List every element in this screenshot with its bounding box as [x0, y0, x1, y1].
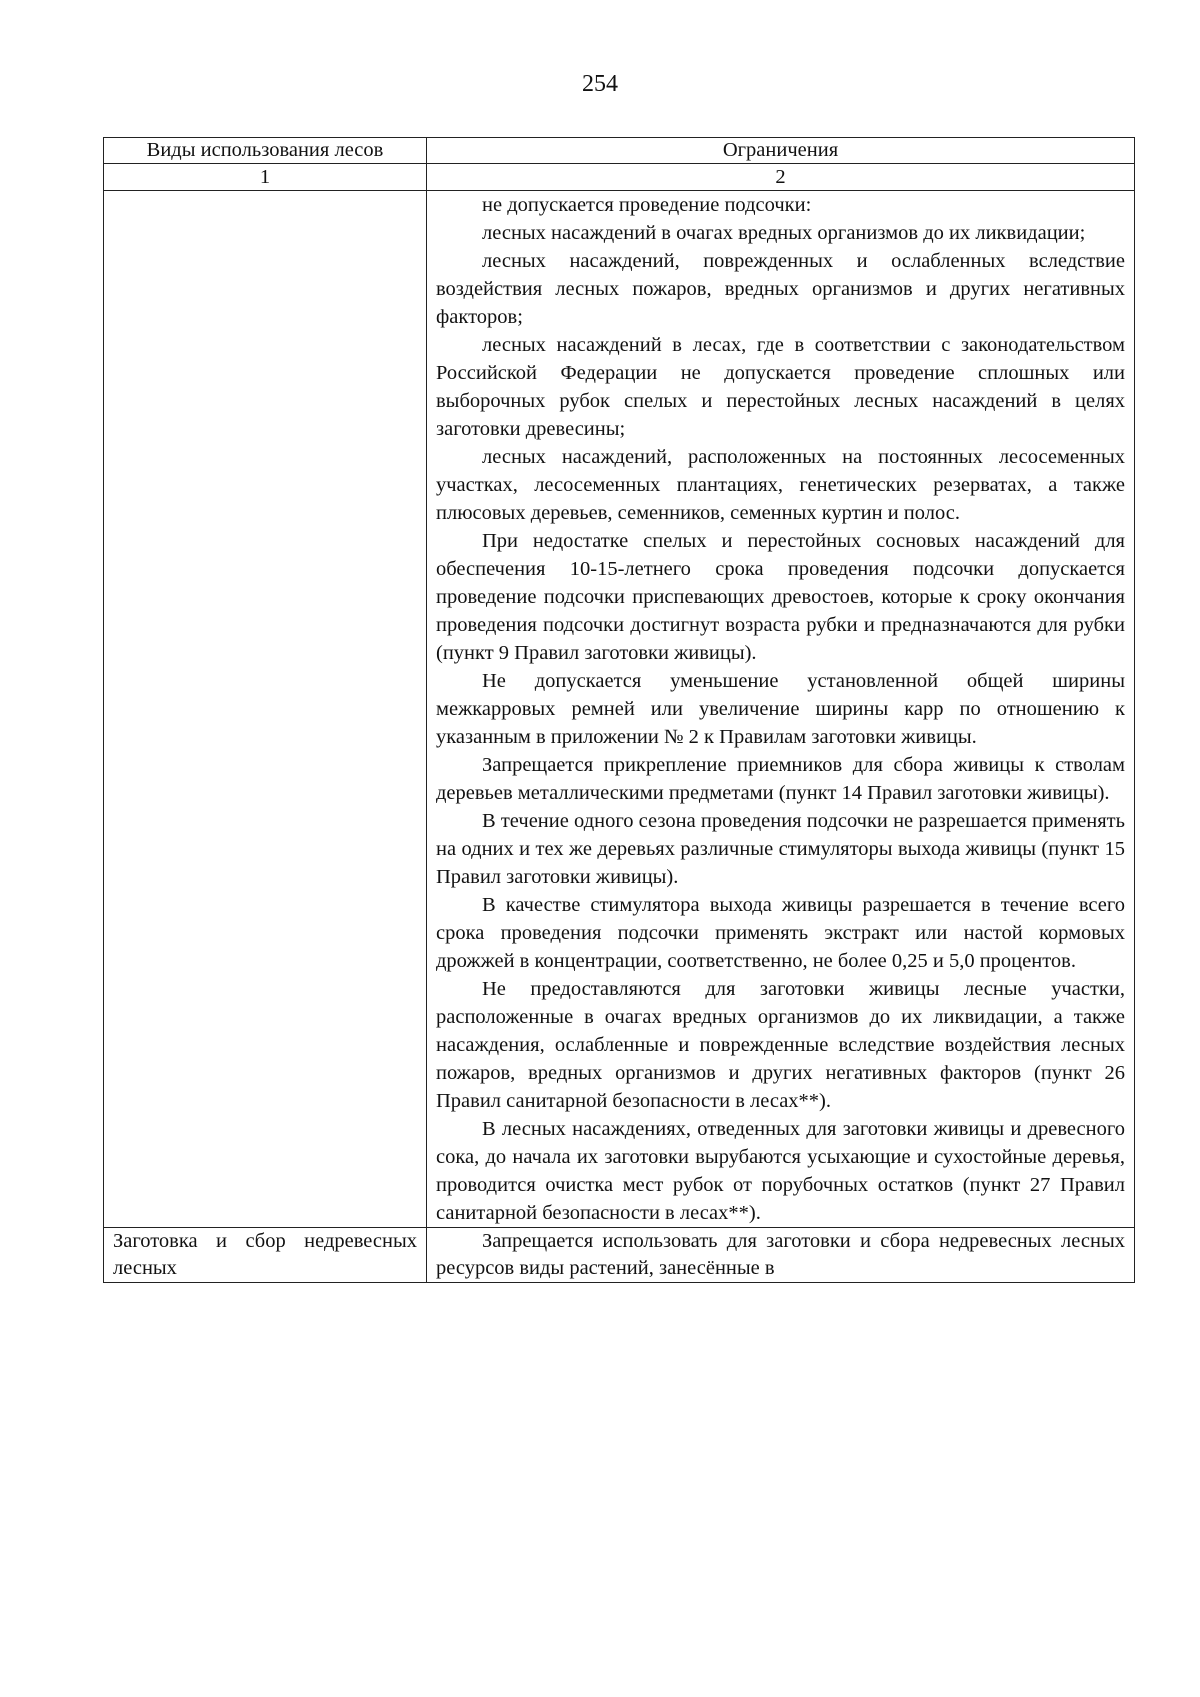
restrictions-cell: [427, 1228, 1135, 1283]
restrictions-table: [103, 137, 1135, 1283]
column-number-2: 2: [427, 164, 1135, 191]
restriction-paragraph: В качестве стимулятора выхода живицы разрешается в течение всего срока проведения подсочки применять экстракт или настой кормовых дрожжей в концентрации, соответственно, не более 0,25 и 5,0 процентов.: [436, 894, 1125, 972]
restriction-paragraph: В течение одного сезона проведения подсочки не разрешается применять на одних и тех же деревьях различные стимуляторы выхода живицы (пункт 15 Правил заготовки живицы).: [436, 810, 1125, 888]
restriction-paragraph: лесных насаждений в лесах, где в соответствии с законодательством Российской Федерации не допускается проведение сплошных или выборочных рубок спелых и перестойных лесных насаждений в целях заготовки древесины;: [436, 334, 1125, 440]
restriction-paragraph: Запрещается прикрепление приемников для сбора живицы к стволам деревьев металлическими предметами (пункт 14 Правил заготовки живицы).: [436, 754, 1125, 804]
table-row: [104, 1228, 1135, 1283]
table-header-row: [104, 138, 1135, 164]
restriction-paragraph: Не допускается уменьшение установленной общей ширины межкарровых ремней или увеличение ширины карр по отношению к указанным в приложении № 2 к Правилам заготовки живицы.: [436, 670, 1125, 748]
usage-type-text: Заготовка и сбор недревесных лесных: [113, 1230, 417, 1279]
column-number-row: [104, 164, 1135, 191]
restrictions-cell: [427, 191, 1135, 1228]
page-number: 254: [582, 71, 618, 97]
restriction-paragraph: В лесных насаждениях, отведенных для заготовки живицы и древесного сока, до начала их заготовки вырубаются усыхающие и сухостойные деревья, проводится очистка мест рубок от порубочных остатков (пункт 27 Правил санитарной безопасности в лесах**).: [436, 1118, 1125, 1224]
restriction-paragraph: лесных насаждений, расположенных на постоянных лесосеменных участках, лесосеменных плантациях, генетических резерватах, а также плюсовых деревьев, семенников, семенных куртин и полос.: [436, 446, 1125, 524]
restriction-paragraph: При недостатке спелых и перестойных сосновых насаждений для обеспечения 10-15-летнего срока проведения подсочки допускается проведение подсочки приспевающих древостоев, которые к сроку окончания проведения подсочки достигнут возраста рубки и предназначаются для рубки (пункт 9 Правил заготовки живицы).: [436, 530, 1125, 664]
restriction-paragraph: лесных насаждений, поврежденных и ослабленных вследствие воздействия лесных пожаров, вредных организмов и других негативных факторов;: [436, 250, 1125, 328]
restriction-paragraph: Не предоставляются для заготовки живицы лесные участки, расположенные в очагах вредных организмов до их ликвидации, а также насаждения, ослабленные и поврежденные вследствие воздействия лесных пожаров, вредных организмов и других негативных факторов (пункт 26 Правил санитарной безопасности в лесах**).: [436, 978, 1125, 1112]
usage-type-cell: [104, 191, 427, 1228]
table-row: [104, 191, 1135, 1228]
header-restrictions: Ограничения: [427, 138, 1135, 164]
restriction-paragraph: лесных насаждений в очагах вредных организмов до их ликвидации;: [482, 222, 1086, 244]
header-usage-types: Виды использования лесов: [104, 138, 427, 164]
restriction-paragraph: не допускается проведение подсочки:: [482, 194, 812, 216]
restriction-paragraph: Запрещается использовать для заготовки и сбора недревесных лесных ресурсов виды растений, занесённые в: [436, 1230, 1125, 1279]
usage-type-cell: [104, 1228, 427, 1283]
column-number-1: 1: [104, 164, 427, 191]
